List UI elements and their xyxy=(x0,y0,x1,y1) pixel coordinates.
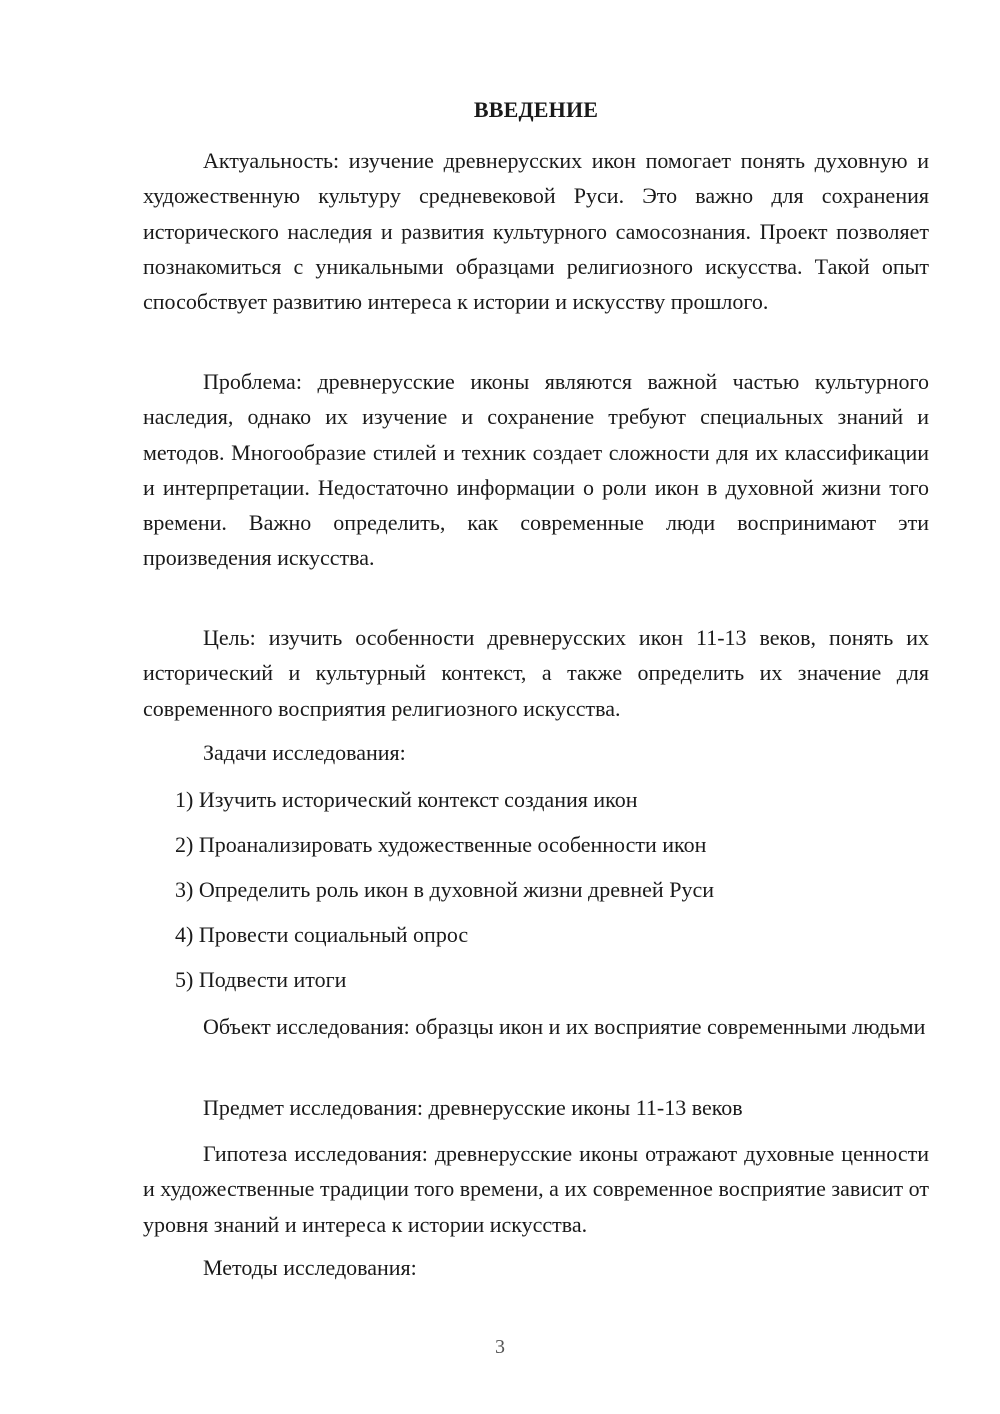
section-heading: ВВЕДЕНИЕ xyxy=(473,97,599,122)
object-paragraph: Объект исследования: образцы икон и их восприятие современными людьми xyxy=(203,1014,926,1039)
task-item-2: 2) Проанализировать художественные особенности икон xyxy=(175,832,707,857)
task-item-1: 1) Изучить исторический контекст создания икон xyxy=(175,787,638,812)
tasks-title: Задачи исследования: xyxy=(203,740,406,765)
relevance-paragraph: Актуальность: изучение древнерусских икон помогает понять духовную и художественную культуру средневековой Руси. Это важно для сохранения исторического наследия и развития культурного самосознания. Проект позволяет познакомиться с уникальными образцами религиозного искусства. Такой опыт способствует развитию интереса к истории и искусству прошлого. xyxy=(143,148,929,315)
page-number: 3 xyxy=(495,1336,505,1358)
task-item-5: 5) Подвести итоги xyxy=(175,967,347,992)
goal-paragraph: Цель: изучить особенности древнерусских икон 11-13 веков, понять их исторический и культурный контекст, а также определить их значение для современного восприятия религиозного искусства. xyxy=(143,625,929,721)
subject-paragraph: Предмет исследования: древнерусские иконы 11-13 веков xyxy=(203,1095,743,1120)
task-item-4: 4) Провести социальный опрос xyxy=(175,922,469,947)
methods-title: Методы исследования: xyxy=(203,1255,417,1280)
hypothesis-paragraph: Гипотеза исследования: древнерусские иконы отражают духовные ценности и художественные традиции того времени, а их современное восприятие зависит от уровня знаний и интереса к истории искусства. xyxy=(143,1141,929,1237)
problem-paragraph: Проблема: древнерусские иконы являются важной частью культурного наследия, однако их изучение и сохранение требуют специальных знаний и методов. Многообразие стилей и техник создает сложности для их классификации и интерпретации. Недостаточно информации о роли икон в духовной жизни того времени. Важно определить, как современные люди воспринимают эти произведения искусства. xyxy=(143,369,929,571)
task-item-3: 3) Определить роль икон в духовной жизни древней Руси xyxy=(175,877,714,902)
